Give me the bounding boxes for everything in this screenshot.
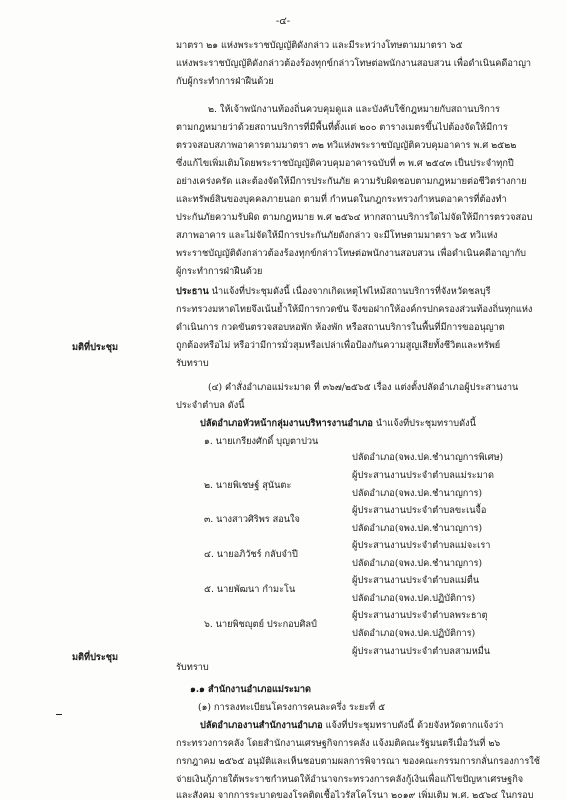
margin-mark (56, 714, 62, 715)
chair-label: ประธาน (176, 286, 209, 297)
order-line: (๔) คำสั่งอำเภอแม่ระมาด ที่ ๓๖๗/๒๕๖๕ เรื่อง แต่งตั้งปลัดอำเภอผู้ประสานงาน (208, 382, 519, 393)
resolution-text: รับทราบ (176, 662, 209, 673)
appointee-position: ปลัดอำเภอ(จพง.ปค.ชำนาญการ) (352, 523, 483, 534)
appointee-position: ปลัดอำเภอ(จพง.ปค.ปฏิบัติการ) (352, 593, 476, 604)
resolution-text: รับทราบ (176, 358, 209, 369)
text-line: ผู้กระทำการฝ่าฝืนด้วย (176, 266, 263, 277)
text-line: ถูกต้องหรือไม่ หรือว่ามีการมั่วสุมหรือเปล่าเพื่อป้องกันความสูญเสียทั้งชีวิตและทรัพย์ (176, 340, 501, 351)
text-line: ดำเนินการ กวดขันตรวจสอบหอพัก ห้องพัก หรือสถานบริการในพื้นที่มีการขออนุญาต (176, 322, 505, 333)
office-label: ปลัดอำเภองานสำนักงานอำเภอ (200, 720, 323, 731)
appointee-role: ผู้ประสานงานประจำตำบลแม่ตื่น (352, 575, 480, 586)
text-line: ตามกฎหมายว่าด้วยสถานบริการที่มีพื้นที่ตั้งแต่ ๒๐๐ ตารางเมตรขึ้นไปต้องจัดให้มีการ (176, 122, 508, 133)
appointee-name: ๑. นายเกรียงศักดิ์ บุญตาปวน (204, 436, 319, 447)
sub-item-heading: (๑) การลงทะเบียนโครงการคนละครึ่ง ระยะที่ ๕ (198, 702, 386, 713)
appointee-name: ๕. นายพัฒนา กำมะโน (204, 584, 296, 595)
appointee-name: ๓. นางสาวศิริพร สอนใจ (204, 514, 300, 525)
office-text: แจ้งที่ประชุมทราบดังนี้ ด้วยจังหวัดตากแจ้งว่า (322, 720, 504, 731)
office-statement-line (200, 720, 503, 732)
text-line: ๒. ให้เจ้าพนักงานท้องถิ่นควบคุมดูแล และบังคับใช้กฎหมายกับสถานบริการ (208, 104, 500, 115)
appointee-role: ผู้ประสานงานประจำตำบลแม่จะเรา (352, 540, 491, 551)
page-number: -๔- (275, 16, 291, 27)
chair-statement-line (176, 286, 491, 298)
appointee-role: ผู้ประสานงานประจำตำบลขะเนจื้อ (352, 505, 487, 516)
text-line: และทรัพย์สินของบุคคลภายนอก ตามที่ กำหนดในกฎกระทรวงกำหนดอาคารที่ต้องทำ (176, 194, 507, 205)
appointee-role: ผู้ประสานงานประจำตำบลพระธาตุ (352, 610, 488, 621)
order-line: ประจำตำบล ดังนี้ (176, 400, 245, 411)
appointee-name: ๖. นายพิชญุตย์ ประกอบศิลป์ (204, 619, 317, 630)
text-line: สภาพอาคาร และไม่จัดให้มีการประกันภัยดังกล่าว จะมีโทษตามมาตรา ๖๕ ทวิแห่ง (176, 230, 498, 241)
text-line: พระราชบัญญัติดังกล่าวต้องร้องทุกข์กล่าวโทษต่อพนักงานสอบสวน เพื่อดำเนินคดีอาญากับ (176, 248, 526, 259)
appointee-role: ผู้ประสานงานประจำตำบลแม่ระมาด (352, 470, 494, 481)
text-line: มาตรา ๒๑ แห่งพระราชบัญญัติดังกล่าว และมีระหว่างโทษตามมาตรา ๖๕ (176, 40, 463, 51)
appointee-name: ๒. นายพิเชษฐ์ สุนันตะ (204, 480, 292, 491)
meeting-resolution-label: มติที่ประชุม (72, 652, 119, 663)
appointee-position: ปลัดอำเภอ(จพง.ปค.ชำนาญการ) (352, 558, 483, 569)
chair-text: นำแจ้งที่ประชุมดังนี้ เนื่องจากเกิดเหตุไฟไหม้สถานบริการที่จังหวัดชลบุรี (208, 286, 491, 297)
text-line: จ่ายเงินกู้ภายใต้พระราชกำหนดให้อำนาจกระทรวงการคลังกู้เงินเพื่อแก้ไขปัญหาเศรษฐกิจ (176, 774, 524, 785)
appointee-name: ๔. นายอภิวัชร์ กลับจำปี (204, 549, 298, 560)
appointee-position: ปลัดอำเภอ(จพง.ปค.ปฏิบัติการ) (352, 628, 476, 639)
order-head-text: นำแจ้งที่ประชุมทราบดังนี้ (372, 418, 476, 429)
order-head-line (200, 418, 476, 430)
text-line: ประกันภัยความรับผิด ตามกฎหมาย พ.ศ ๒๕๖๔ หากสถานบริการใดไม่จัดให้มีการตรวจสอบ (176, 212, 533, 223)
appointee-position: ปลัดอำเภอ(จพง.ปค.ชำนาญการ) (352, 488, 483, 499)
appointee-role: ผู้ประสานงานประจำตำบลสามหมื่น (352, 646, 491, 657)
text-line: ซึ่งแก้ไขเพิ่มเติมโดยพระราชบัญญัติควบคุมอาคารฉบับที่ ๓ พ.ศ ๒๕๔๓ เป็นประจำทุกปี (176, 158, 514, 169)
text-line: ตรวจสอบสภาพอาคารตามมาตรา ๓๒ ทวิแห่งพระราชบัญญัติควบคุมอาคาร พ.ศ ๒๕๒๒ (176, 140, 517, 151)
text-line: กับผู้กระทำการฝ่าฝืนด้วย (176, 76, 274, 87)
text-line: กรกฎาคม ๒๕๖๕ อนุมัติและเห็นชอบตามผลการพิจารณา ของคณะกรรมการกลั่นกรองการใช้ (176, 756, 540, 767)
text-line: กระทรวงการคลัง โดยสำนักงานเศรษฐกิจการคลัง แจ้งมติคณะรัฐมนตรีเมื่อวันที่ ๒๖ (176, 738, 501, 749)
order-head-label: ปลัดอำเภอหัวหน้ากลุ่มงานบริหารงานอำเภอ (200, 418, 373, 429)
text-line: อย่างเคร่งครัด และต้องจัดให้มีการประกันภัย ความรับผิดชอบตามกฎหมายต่อชีวิตร่างกาย (176, 176, 527, 187)
text-line: แห่งพระราชบัญญัติดังกล่าวต้องร้องทุกข์กล่าวโทษต่อพนักงานสอบสวน เพื่อดำเนินคดีอาญา (176, 58, 532, 69)
text-line: และสังคม จากการระบาดของโรคติดเชื้อไวรัสโคโรนา ๒๐๑๙ เพิ่มเติม พ.ศ. ๒๕๖๔ ในกรอบ (176, 790, 534, 801)
meeting-resolution-label: มติที่ประชุม (72, 342, 119, 353)
appointee-position: ปลัดอำเภอ(จพง.ปค.ชำนาญการพิเศษ) (352, 452, 504, 463)
text-line: กระทรวงมหาดไทยจึงเน้นย้ำให้มีการกวดขัน จึงขอฝากให้องค์กรปกครองส่วนท้องถิ่นทุกแห่ง (176, 304, 533, 315)
section-heading: ๑.๑ สำนักงานอำเภอแม่ระมาด (190, 684, 312, 695)
